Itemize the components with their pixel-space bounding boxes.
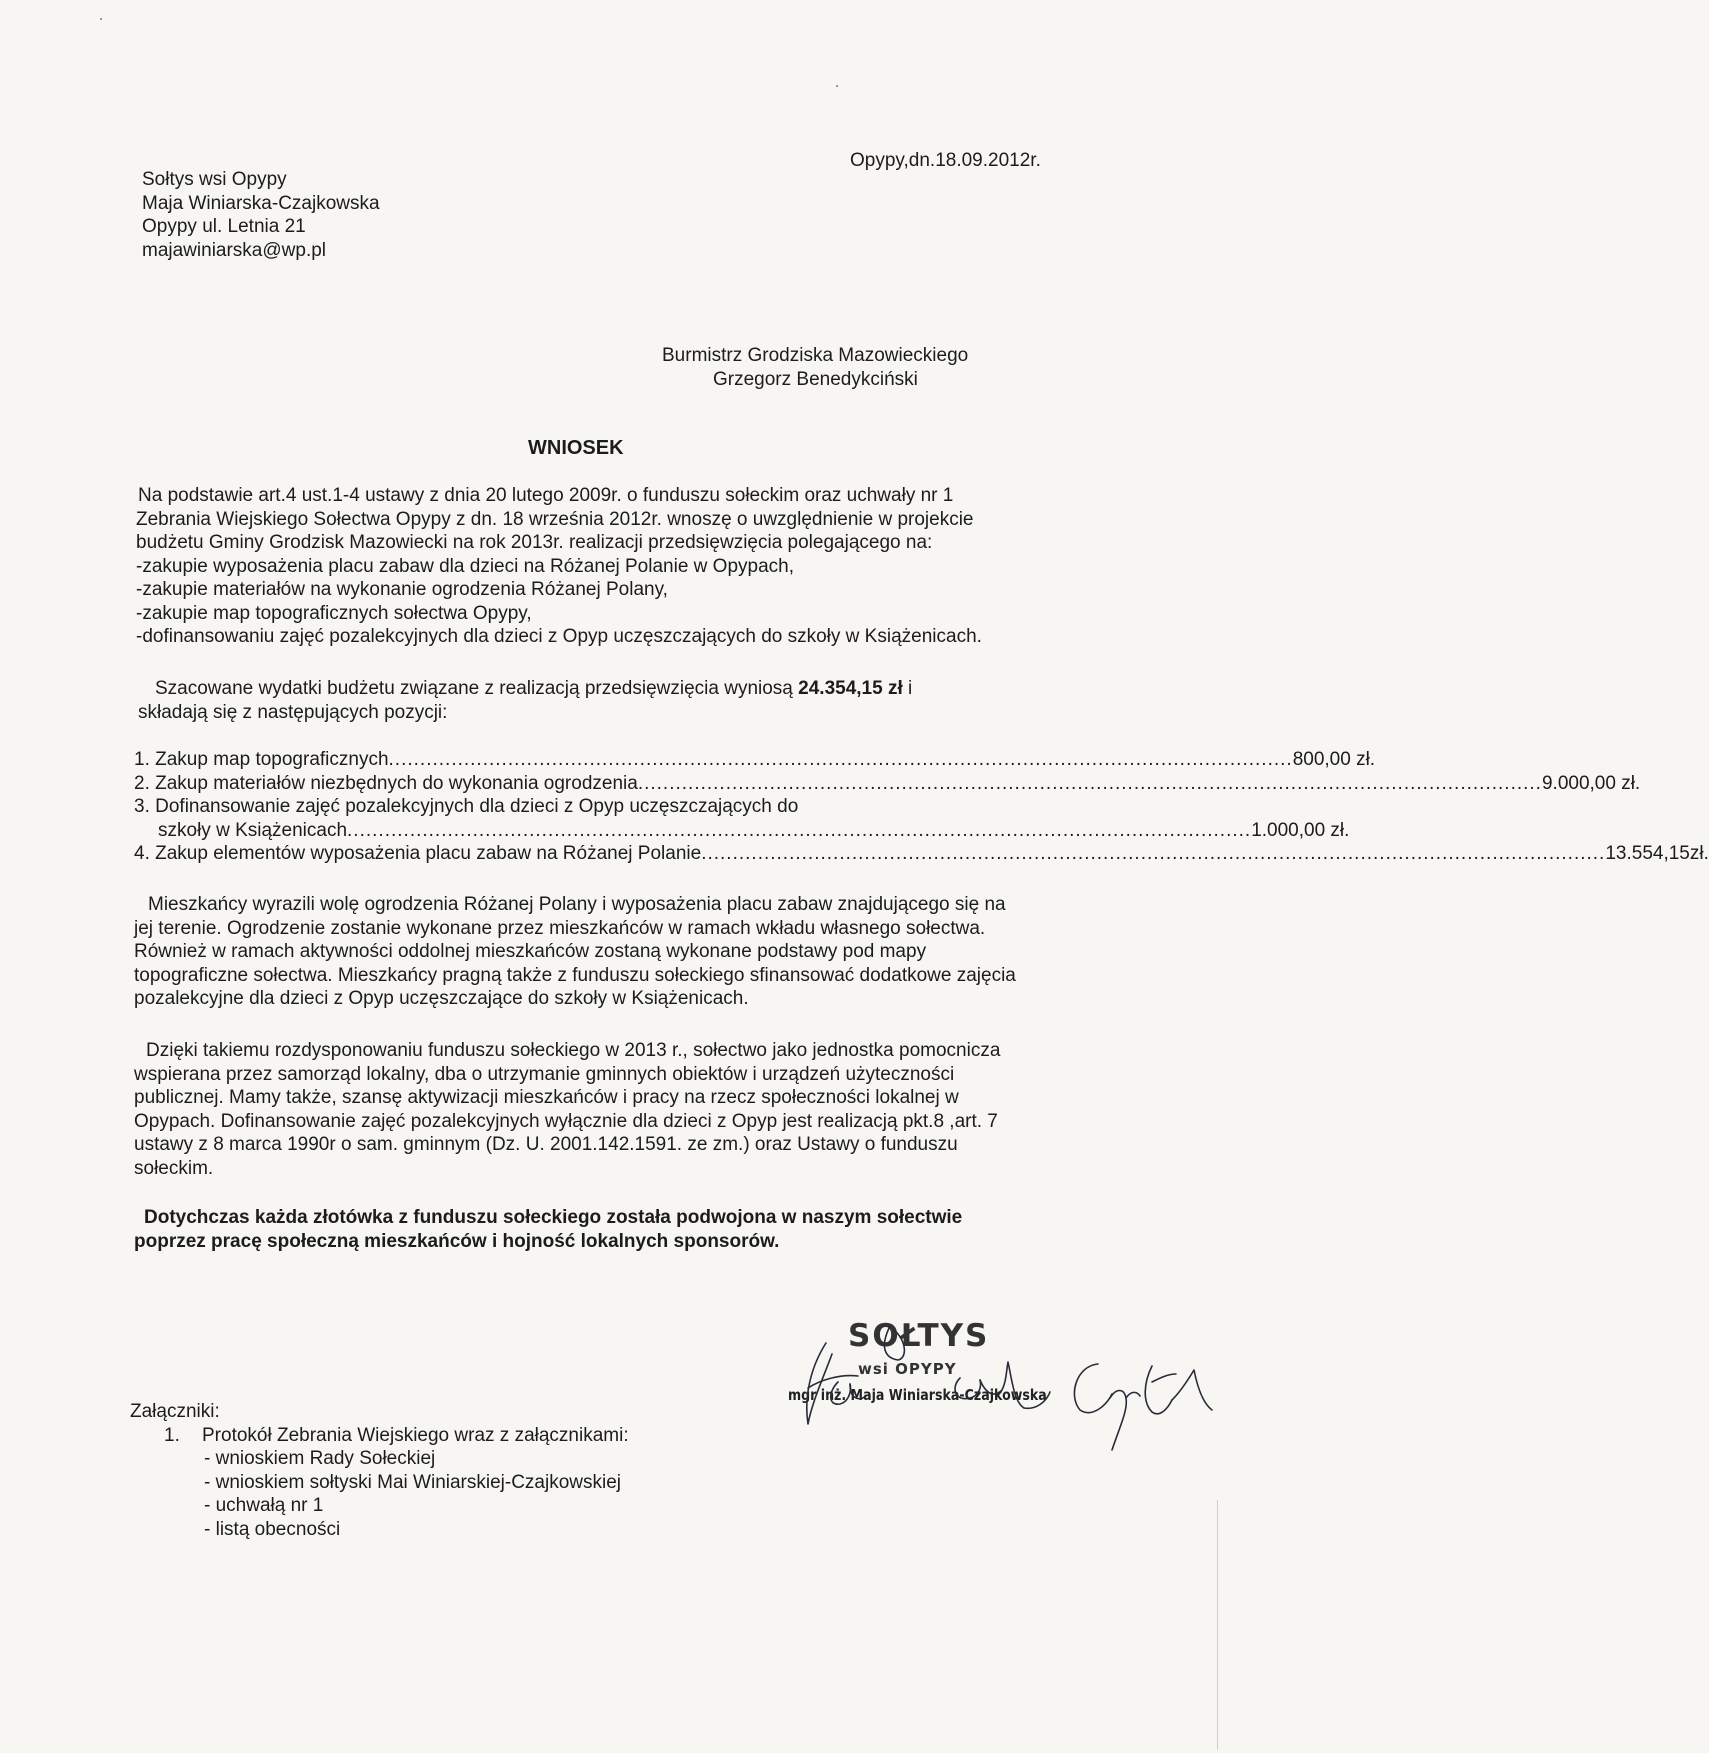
attachment-subitem: - uchwałą nr 1 [204,1495,324,1516]
residents-line: Również w ramach aktywności oddolnej mieszkańców zostaną wykonane podstawy pod mapy [134,941,927,962]
cost-item-label: 2. Zakup materiałów niezbędnych do wykonania ogrodzenia [134,772,638,794]
attachment-subitem: - wnioskiem Rady Sołeckiej [204,1448,436,1469]
cost-item-amount: 1.000,00 zł. [1251,819,1350,841]
intro-line: -zakupie map topograficznych sołectwa Opypy, [136,602,532,624]
intro-line: Zebrania Wiejskiego Sołectwa Opypy z dn. 18 września 2012r. wnoszę o uwzględnienie w projekcie [136,508,974,530]
addressee-name: Grzegorz Benedykciński [713,369,918,390]
estimate-total-amount: 24.354,15 zł [798,678,903,699]
residents-line: pozalekcyjne dla dzieci z Opyp uczęszczające do szkoły w Książenicach. [134,988,749,1009]
sender-email: majawiniarska@wp.pl [142,239,327,261]
closing-line: poprzez pracę społeczną mieszkańców i hojność lokalnych sponsorów. [134,1231,780,1252]
intro-paragraph [138,484,1098,649]
sender-name: Maja Winiarska-Czajkowska [142,192,380,214]
thanks-line: Opypach. Dofinansowanie zajęć pozalekcyjnych wyłącznie dla dzieci z Opyp jest realizacją pkt.8 ,art. 7 [134,1110,998,1132]
closing-line: Dotychczas każda złotówka z funduszu sołeckiego została podwojona w naszym sołectwie [144,1207,963,1228]
thanks-line: wspierana przez samorząd lokalny, dba o utrzymanie gminnych obiektów i urządzeń użyteczności [134,1063,955,1085]
intro-line: budżetu Gminy Grodzisk Mazowiecki na rok 2013r. realizacji przedsięwzięcia polegającego na: [136,532,933,553]
estimate-paragraph [138,677,1115,724]
handwritten-signature [780,1318,1220,1458]
attachment-item [130,1424,629,1448]
attachment-text: Protokół Zebrania Wiejskiego wraz z załącznikami: [202,1424,629,1446]
stamp-name: mgr inż. Maja Winiarska-Czajkowska [788,1386,1047,1404]
scan-edge-line [1217,1500,1218,1750]
cost-item-continued [134,819,1350,843]
cost-item-amount: 13.554,15zł. [1605,843,1709,864]
cost-item-label: 3. Dofinansowanie zajęć pozalekcyjnych dla dzieci z Opyp uczęszczających do [134,796,799,817]
attachments-heading: Załączniki: [130,1401,220,1422]
thanks-line: sołeckim. [134,1157,214,1179]
addressee-office: Burmistrz Grodziska Mazowieckiego [662,345,969,366]
cost-item [134,795,1034,819]
thanks-line: Dzięki takiemu rozdysponowaniu funduszu sołeckiego w 2013 r., sołectwo jako jednostka pomocnicza [146,1040,1001,1061]
intro-line: -zakupie materiałów na wykonanie ogrodzenia Różanej Polany, [136,579,668,600]
residents-line: topograficzne sołectwa. Mieszkańcy pragną także z funduszu sołeckiego sfinansować dodatkowe zajęcia [134,964,1016,986]
residents-line: Mieszkańcy wyrazili wolę ogrodzenia Różanej Polany i wyposażenia placu zabaw znajdującego się na [148,894,1006,915]
estimate-text-end: i [902,678,913,699]
official-stamp-with-signature [780,1318,1220,1458]
scan-speck [836,85,838,87]
intro-line: -dofinansowaniu zajęć pozalekcyjnych dla dzieci z Opyp uczęszczających do szkoły w Książenicach. [136,626,982,647]
intro-line: -zakupie wyposażenia placu zabaw dla dzieci na Różanej Polanie w Opypach, [136,555,794,577]
cost-item-label: szkoły w Książenicach [158,819,348,841]
leader-dots: ................................................................................................................................................ [637,772,1542,794]
residents-paragraph [134,893,1108,1011]
attachment-subitem: - wnioskiem sołtyski Mai Winiarskiej-Czajkowskiej [204,1471,622,1493]
leader-dots: ................................................................................................................................................ [701,843,1606,864]
cost-item-amount: 800,00 zł. [1292,749,1376,770]
thanks-line: publicznej. Mamy także, szansę aktywizacji mieszkańców i pracy na rzecz społeczności lokalnej w [134,1087,959,1108]
document-title: WNIOSEK [528,437,624,459]
intro-line: Na podstawie art.4 ust.1-4 ustawy z dnia 20 lutego 2009r. o funduszu sołeckim oraz uchwały nr 1 [138,485,954,506]
cost-list [134,748,1709,866]
cost-item-label: 1. Zakup map topograficznych [134,749,389,770]
closing-statement [134,1206,962,1254]
attachments-block [130,1400,629,1541]
leader-dots: ................................................................................................................................................ [347,819,1252,841]
addressee-block [662,344,968,392]
thanks-paragraph [134,1039,1106,1180]
cost-item [134,842,1709,866]
stamp-title: SOŁTYS [848,1318,990,1354]
sender-address: Opypy ul. Letnia 21 [142,216,306,237]
estimate-line: składają się z następujących pozycji: [138,701,448,723]
sender-title: Sołtys wsi Opypy [142,169,287,190]
attachment-subitem: - listą obecności [204,1518,341,1540]
stamp-subtitle: wsi OPYPY [858,1360,957,1378]
cost-item [134,748,1376,772]
attachment-number: 1. [164,1424,180,1446]
estimate-text: Szacowane wydatki budżetu związane z realizacją przedsięwzięcia wyniosą [155,678,799,699]
cost-item [134,772,1641,796]
sender-block [142,168,380,262]
document-date: Opypy,dn.18.09.2012r. [850,150,1041,171]
residents-line: jej terenie. Ogrodzenie zostanie wykonane przez mieszkańców w ramach wkładu własnego sołectwa. [134,917,986,939]
thanks-line: ustawy z 8 marca 1990r o sam. gminnym (Dz. U. 2001.142.1591. ze zm.) oraz Ustawy o funduszu [134,1134,958,1155]
cost-item-label: 4. Zakup elementów wyposażenia placu zabaw na Różanej Polanie [134,843,702,864]
scan-speck [100,18,102,20]
estimate-line [155,677,1115,701]
cost-item-amount: 9.000,00 zł. [1541,772,1641,794]
leader-dots: ................................................................................................................................................ [388,749,1293,770]
